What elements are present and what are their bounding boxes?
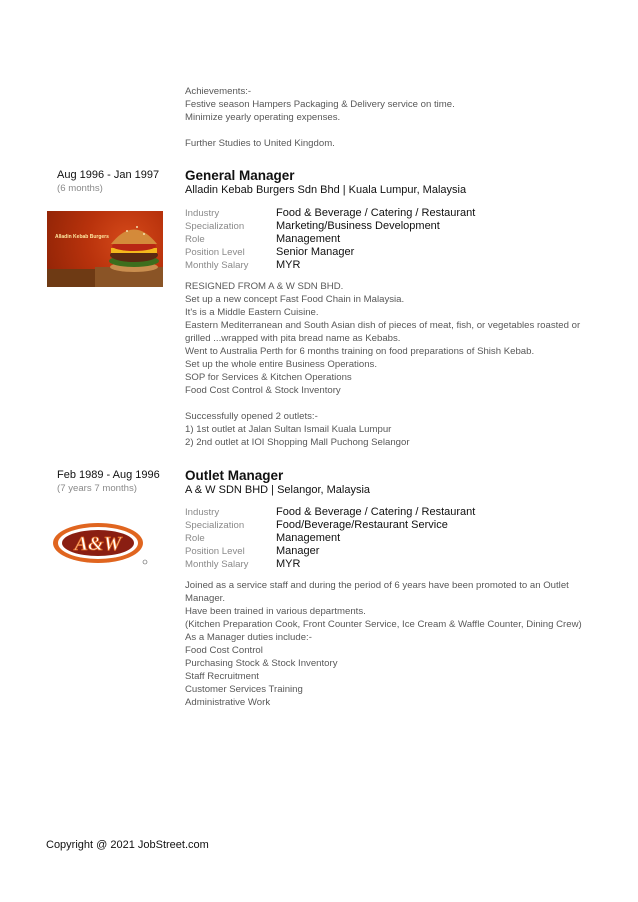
info-row [185,207,475,220]
info-row [185,506,475,519]
description-line: RESIGNED FROM A & W SDN BHD. [185,281,344,292]
info-row [185,220,475,233]
aw-restaurant-logo [52,521,150,567]
job-info-table [185,207,475,272]
description-line: Food Cost Control [185,645,263,656]
description-line: As a Manager duties include:- [185,632,312,643]
text-line: Achievements:- [185,86,252,97]
info-row [185,233,475,246]
description-line: Successfully opened 2 outlets:- [185,411,318,422]
company-name: Alladin Kebab Burgers Sdn Bhd | Kuala Lumpur, Malaysia [185,184,467,196]
info-label: Monthly Salary [185,260,249,271]
info-label: Position Level [185,546,245,557]
description-line: Administrative Work [185,697,271,708]
aw-logo-text: A&W [74,533,122,555]
text-line: Further Studies to United Kingdom. [185,138,335,149]
aw-logo-image [52,521,150,567]
job-description [185,280,605,449]
info-label: Monthly Salary [185,559,249,570]
text-line: Festive season Hampers Packaging & Delivery service on time. [185,99,455,110]
info-row [185,532,475,545]
description-line: Set up the whole entire Business Operations. [185,359,377,370]
info-row [185,558,475,571]
description-line: Joined as a service staff and during the period of 6 years have been promoted to an Outlet Manager. [185,580,569,604]
description-line [185,397,605,410]
description-line: Eastern Mediterranean and South Asian dish of pieces of meat, fish, or vegetables roasted or grilled ...wrapped with pita bread name as Kebabs. [185,320,581,344]
info-value: Food & Beverage / Catering / Restaurant [276,506,476,518]
description-line: Went to Australia Perth for 6 months training on food preparations of Shish Kebab. [185,346,535,357]
description-line: Staff Recruitment [185,671,259,682]
info-value: Manager [276,545,320,557]
info-row [185,259,475,272]
description-line: Set up a new concept Fast Food Chain in Malaysia. [185,294,405,305]
info-row [185,246,475,259]
info-label: Industry [185,208,220,219]
text-line: Minimize yearly operating expenses. [185,112,341,123]
info-value: Food/Beverage/Restaurant Service [276,519,448,531]
burger-restaurant-logo [47,211,163,287]
info-label: Role [185,234,205,245]
job-title: General Manager [185,168,295,183]
description-line: It's is a Middle Eastern Cuisine. [185,307,319,318]
job-period: Aug 1996 - Jan 1997 [57,169,160,181]
text-line [185,124,455,137]
burger-image [47,211,163,287]
description-line: Have been trained in various departments. [185,606,366,617]
description-line: Food Cost Control & Stock Inventory [185,385,341,396]
company-name: A & W SDN BHD | Selangor, Malaysia [185,484,371,496]
job-period: Feb 1989 - Aug 1996 [57,469,160,481]
job-duration: (6 months) [57,183,103,194]
info-value: MYR [276,259,301,271]
info-row [185,519,475,532]
job-description [185,579,605,709]
logo-text: Alladin Kebab Burgers [55,234,109,240]
job-info-table [185,506,475,571]
job-duration: (7 years 7 months) [57,483,137,494]
info-value: Management [276,532,341,544]
info-value: Management [276,233,341,245]
copyright-footer: Copyright @ 2021 JobStreet.com [46,839,209,851]
description-line: Customer Services Training [185,684,303,695]
info-label: Position Level [185,247,245,258]
achievements-block [185,85,455,150]
info-value: Marketing/Business Development [276,220,440,232]
description-line: 2) 2nd outlet at IOI Shopping Mall Puchong Selangor [185,437,410,448]
info-row [185,545,475,558]
info-value: Food & Beverage / Catering / Restaurant [276,207,476,219]
job-title: Outlet Manager [185,468,284,483]
info-label: Specialization [185,221,245,232]
description-line: 1) 1st outlet at Jalan Sultan Ismail Kuala Lumpur [185,424,392,435]
info-value: MYR [276,558,301,570]
description-line: Purchasing Stock & Stock Inventory [185,658,338,669]
description-line: SOP for Services & Kitchen Operations [185,372,352,383]
info-value: Senior Manager [276,246,355,258]
info-label: Industry [185,507,220,518]
info-label: Role [185,533,205,544]
description-line: (Kitchen Preparation Cook, Front Counter Service, Ice Cream & Waffle Counter, Dining Crew) [185,619,582,630]
info-label: Specialization [185,520,245,531]
